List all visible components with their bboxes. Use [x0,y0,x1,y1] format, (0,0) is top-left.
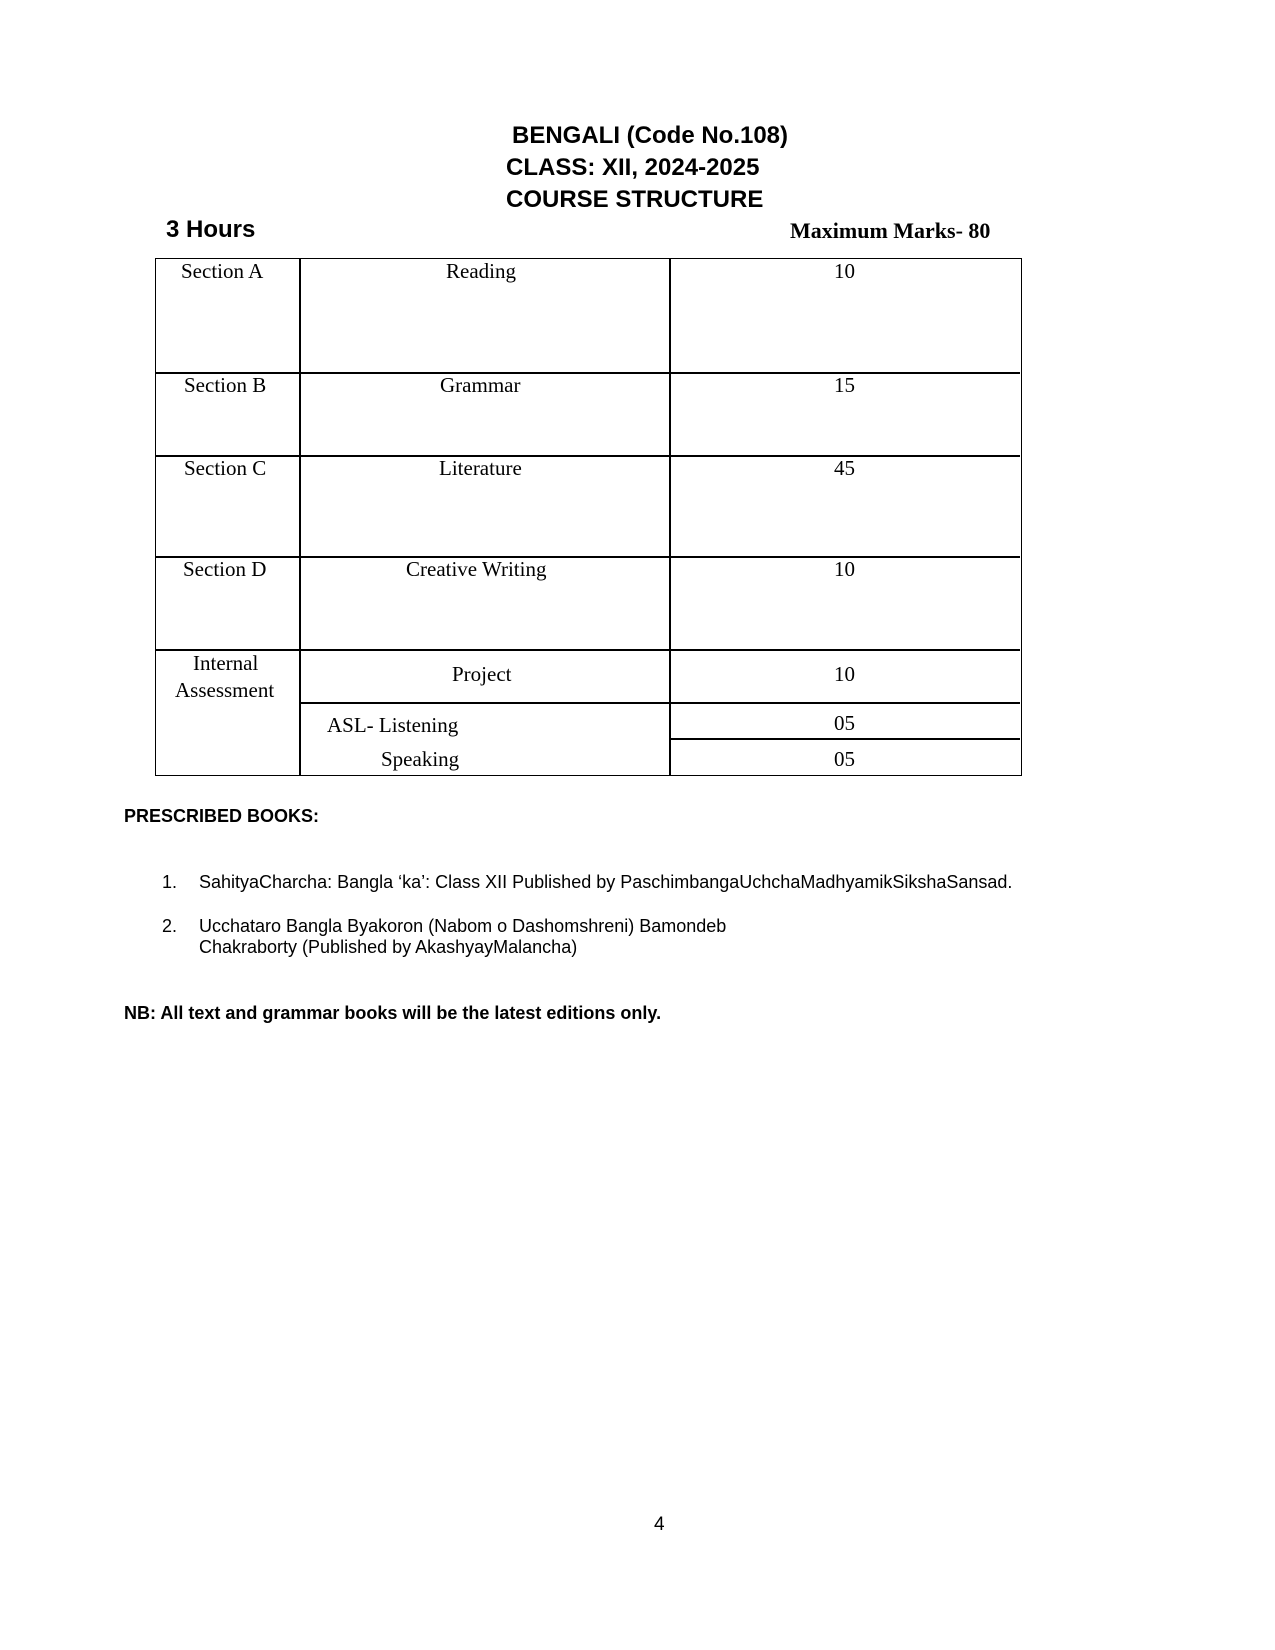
speaking-label: Speaking [381,747,460,771]
table-row-marks: 10 [834,557,855,581]
class-year: CLASS: XII, 2024-2025 [506,154,760,181]
table-divider [156,372,1020,374]
table-row-section: Section A [181,259,264,283]
book-item-text: Chakraborty (Published by AkashyayMalancha) [199,937,578,957]
course-structure-heading: COURSE STRUCTURE [506,186,764,213]
speaking-marks: 05 [834,747,855,771]
book-item-number: 1. [162,872,178,892]
page-number: 4 [654,1514,665,1535]
table-row-marks: 10 [834,259,855,283]
exam-duration: 3 Hours [166,216,256,243]
book-item-text: SahityaCharcha: Bangla ‘ka’: Class XII Published by PaschimbangaUchchaMadhyamikSikshaSansad. [199,872,1013,892]
table-row-area: Literature [439,456,522,480]
table-divider [156,455,1020,457]
document-title: BENGALI (Code No.108) [512,122,789,149]
table-divider [669,738,1020,740]
table-divider [156,556,1020,558]
table-row-area: Creative Writing [406,557,547,581]
table-divider [299,259,301,775]
asl-listening-marks: 05 [834,711,855,735]
course-structure-table [155,258,1022,776]
table-divider [156,649,1020,651]
internal-assessment-label: Assessment [175,678,275,702]
editions-note: NB: All text and grammar books will be the latest editions only. [124,1003,662,1023]
table-row-marks: 15 [834,373,855,397]
project-label: Project [452,662,512,686]
prescribed-books-heading: PRESCRIBED BOOKS: [124,806,320,826]
table-row-section: Section C [184,456,267,480]
table-divider [669,259,671,775]
asl-listening-label: ASL- Listening [327,713,459,737]
book-item-number: 2. [162,916,178,936]
table-divider [299,702,1020,704]
table-row-section: Section B [184,373,267,397]
table-row-area: Grammar [440,373,521,397]
table-row-section: Section D [183,557,267,581]
book-item-text: Ucchataro Bangla Byakoron (Nabom o Dashomshreni) Bamondeb [199,916,727,936]
maximum-marks: Maximum Marks- 80 [790,218,991,243]
table-row-marks: 45 [834,456,855,480]
table-row-area: Reading [446,259,516,283]
internal-assessment-label: Internal [193,651,259,675]
project-marks: 10 [834,662,855,686]
